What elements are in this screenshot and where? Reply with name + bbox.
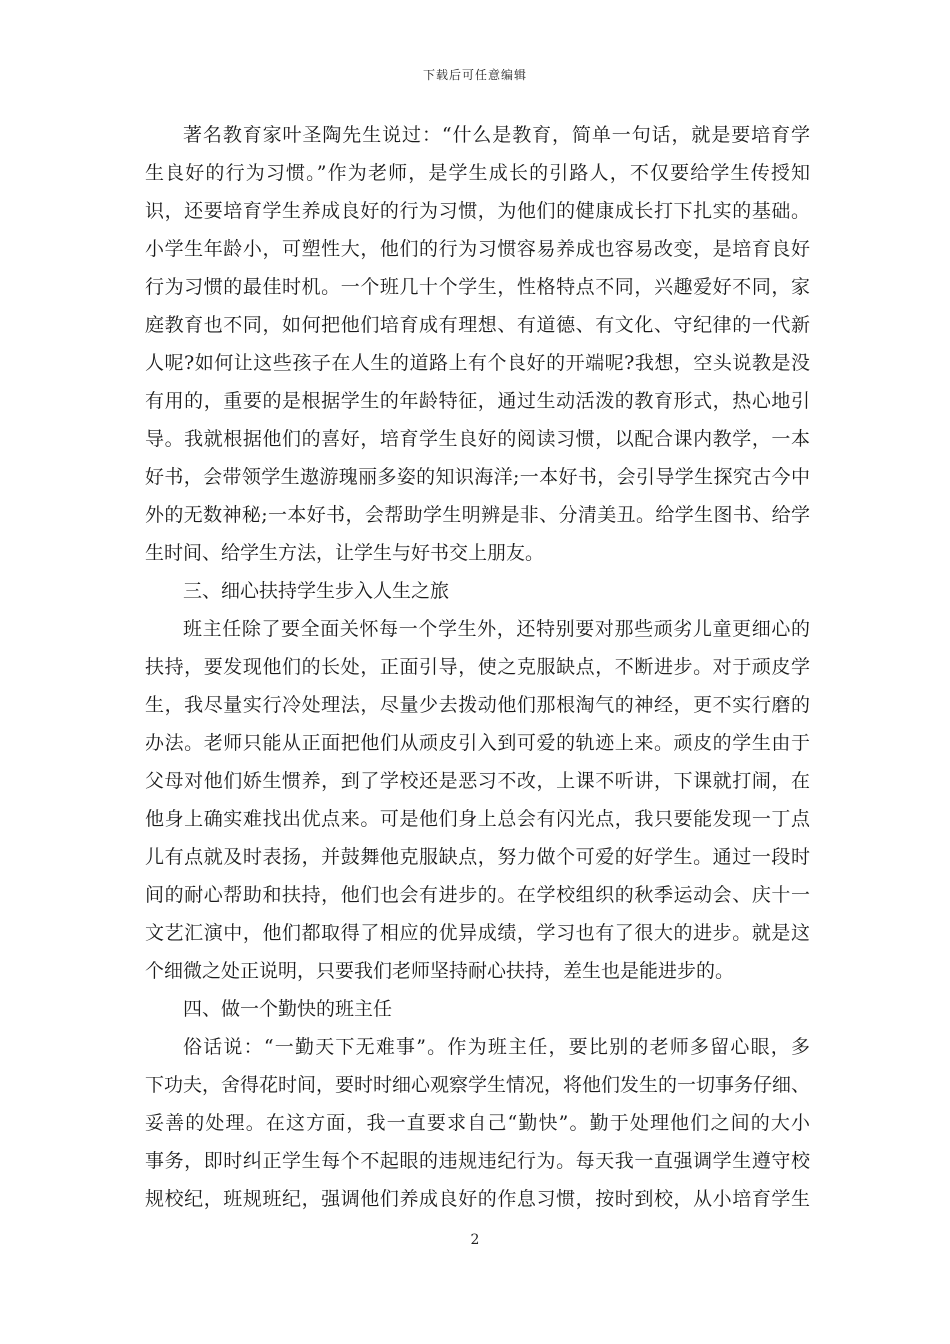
- paragraph-line: 规校纪，班规班纪，强调他们养成良好的作息习惯，按时到校，从小培育学生: [145, 1188, 810, 1210]
- paragraph-line: 他身上确实难找出优点来。可是他们身上总会有闪光点，我只要能发现一丁点: [145, 808, 810, 830]
- page-number: 2: [470, 1232, 480, 1248]
- paragraph-line: 识，还要培育学生养成良好的行为习惯，为他们的健康成长打下扎实的基础。: [145, 200, 810, 222]
- paragraph-line: 有用的，重要的是根据学生的年龄特征，通过生动活泼的教育形式，热心地引: [145, 390, 810, 412]
- paragraph-line: 庭教育也不同，如何把他们培育成有理想、有道德、有文化、守纪律的一代新: [145, 314, 810, 336]
- paragraph-line: 小学生年龄小，可塑性大，他们的行为习惯容易养成也容易改变，是培育良好: [145, 238, 810, 260]
- paragraph-line: 外的无数神秘;一本好书，会帮助学生明辨是非、分清美丑。给学生图书、给学: [145, 504, 810, 526]
- document-body: [145, 116, 810, 1218]
- paragraph-line: 儿有点就及时表扬，并鼓舞他克服缺点，努力做个可爱的好学生。通过一段时: [145, 846, 810, 868]
- paragraph-line: 导。我就根据他们的喜好，培育学生良好的阅读习惯，以配合课内教学，一本: [145, 428, 810, 450]
- section-heading: 三、细心扶持学生步入人生之旅: [183, 580, 450, 602]
- paragraph-line: 扶持，要发现他们的长处，正面引导，使之克服缺点，不断进步。对于顽皮学: [145, 656, 810, 678]
- paragraph-line: 事务，即时纠正学生每个不起眼的违规违纪行为。每天我一直强调学生遵守校: [145, 1150, 810, 1172]
- paragraph-line: 人呢?如何让这些孩子在人生的道路上有个良好的开端呢?我想，空头说教是没: [145, 352, 810, 374]
- paragraph-line: 好书，会带领学生遨游瑰丽多姿的知识海洋;一本好书，会引导学生探究古今中: [145, 466, 810, 488]
- paragraph-line: 妥善的处理。在这方面，我一直要求自己“勤快”。勤于处理他们之间的大小: [145, 1112, 810, 1134]
- paragraph-line: 俗话说：“一勤天下无难事”。作为班主任，要比别的老师多留心眼，多: [183, 1036, 810, 1058]
- page-header: 下载后可任意编辑: [422, 68, 527, 82]
- paragraph-line: 个细微之处正说明，只要我们老师坚持耐心扶持，差生也是能进步的。: [145, 960, 735, 982]
- paragraph-line: 著名教育家叶圣陶先生说过：“什么是教育，简单一句话，就是要培育学: [183, 124, 810, 146]
- paragraph-line: 父母对他们娇生惯养，到了学校还是恶习不改，上课不听讲，下课就打闹，在: [145, 770, 810, 792]
- paragraph-line: 班主任除了要全面关怀每一个学生外，还特别要对那些顽劣儿童更细心的: [183, 618, 810, 640]
- section-heading: 四、做一个勤快的班主任: [183, 998, 393, 1020]
- paragraph-line: 间的耐心帮助和扶持，他们也会有进步的。在学校组织的秋季运动会、庆十一: [145, 884, 810, 906]
- paragraph-line: 生时间、给学生方法，让学生与好书交上朋友。: [145, 542, 545, 564]
- paragraph-line: 行为习惯的最佳时机。一个班几十个学生，性格特点不同，兴趣爱好不同，家: [145, 276, 810, 298]
- paragraph-line: 生良好的行为习惯。”作为老师，是学生成长的引路人，不仅要给学生传授知: [145, 162, 810, 184]
- paragraph-line: 办法。老师只能从正面把他们从顽皮引入到可爱的轨迹上来。顽皮的学生由于: [145, 732, 810, 754]
- paragraph-line: 生，我尽量实行冷处理法，尽量少去拨动他们那根淘气的神经，更不实行磨的: [145, 694, 810, 716]
- paragraph-line: 文艺汇演中，他们都取得了相应的优异成绩，学习也有了很大的进步。就是这: [145, 922, 810, 944]
- paragraph-line: 下功夫，舍得花时间，要时时细心观察学生情况，将他们发生的一切事务仔细、: [145, 1074, 810, 1096]
